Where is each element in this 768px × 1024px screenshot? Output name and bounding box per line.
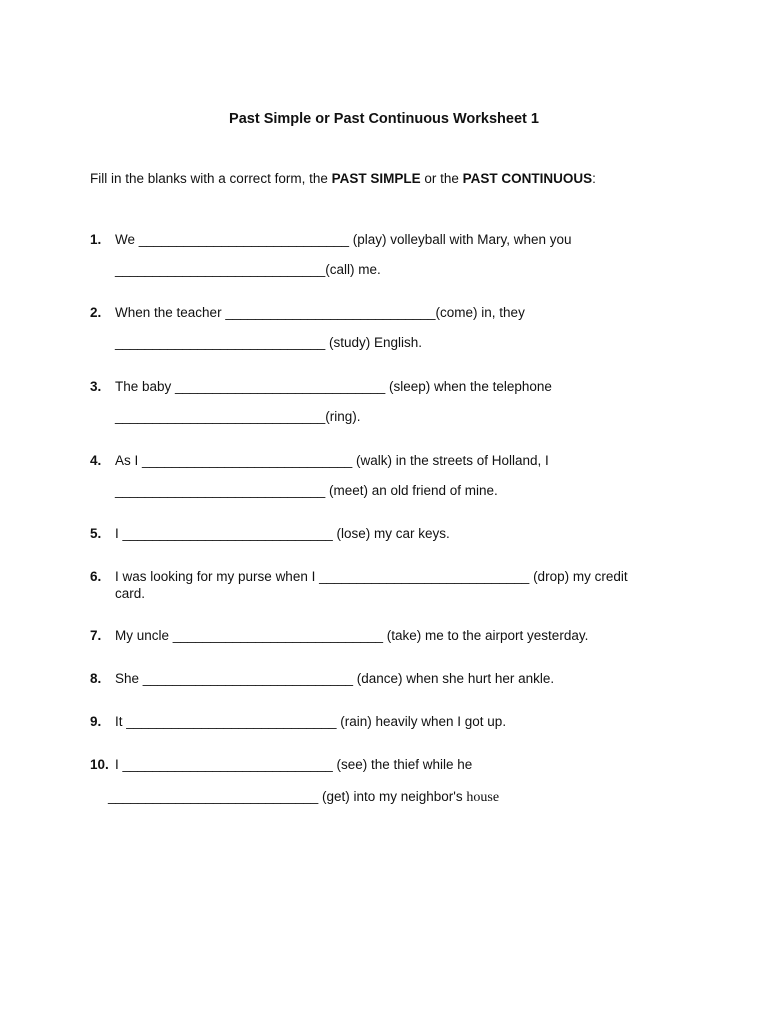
item-line-1: It ____________________________ (rain) heavily when I got up. xyxy=(115,714,507,729)
item-line-1: We ____________________________ (play) volleyball with Mary, when you xyxy=(115,232,572,247)
item-line-2-end: house xyxy=(466,790,500,805)
item-number: 7. xyxy=(90,628,102,643)
instructions-term-past-continuous: PAST CONTINUOUS xyxy=(462,171,593,186)
item-number: 6. xyxy=(90,569,102,584)
item-number: 2. xyxy=(90,305,102,320)
worksheet-title: Past Simple or Past Continuous Worksheet 1 xyxy=(229,111,539,127)
instructions-prefix: Fill in the blanks with a correct form, the xyxy=(90,171,332,186)
item-line-1: My uncle ____________________________ (take) me to the airport yesterday. xyxy=(115,628,589,643)
item-number: 3. xyxy=(90,379,102,394)
item-number: 8. xyxy=(90,671,102,686)
item-line-1: I ____________________________ (lose) my car keys. xyxy=(115,526,450,541)
item-line-2: ____________________________(ring). xyxy=(115,409,361,424)
item-line-1: When the teacher ____________________________(come) in, they xyxy=(115,305,525,320)
item-number: 9. xyxy=(90,714,102,729)
item-line-1: I was looking for my purse when I ____________________________ (drop) my credit xyxy=(115,569,628,584)
instructions-middle: or the xyxy=(420,171,463,186)
item-line-2: ____________________________(call) me. xyxy=(115,262,381,277)
item-line-2: card. xyxy=(115,586,146,601)
item-line-1: I ____________________________ (see) the thief while he xyxy=(115,757,473,772)
item-line-2-main: ____________________________ (get) into my neighbor's xyxy=(108,789,467,804)
instructions-term-past-simple: PAST SIMPLE xyxy=(331,171,421,186)
item-number: 10. xyxy=(90,757,109,772)
item-number: 4. xyxy=(90,453,102,468)
item-line-2 xyxy=(108,789,499,806)
item-number: 1. xyxy=(90,232,102,247)
instructions-suffix: : xyxy=(592,171,596,186)
item-line-2: ____________________________ (study) English. xyxy=(115,335,423,350)
item-line-1: She ____________________________ (dance) when she hurt her ankle. xyxy=(115,671,555,686)
item-number: 5. xyxy=(90,526,102,541)
item-line-1: As I ____________________________ (walk) in the streets of Holland, I xyxy=(115,453,549,468)
item-line-2: ____________________________ (meet) an old friend of mine. xyxy=(115,483,498,498)
item-line-1: The baby ____________________________ (sleep) when the telephone xyxy=(115,379,552,394)
instructions xyxy=(90,171,596,186)
